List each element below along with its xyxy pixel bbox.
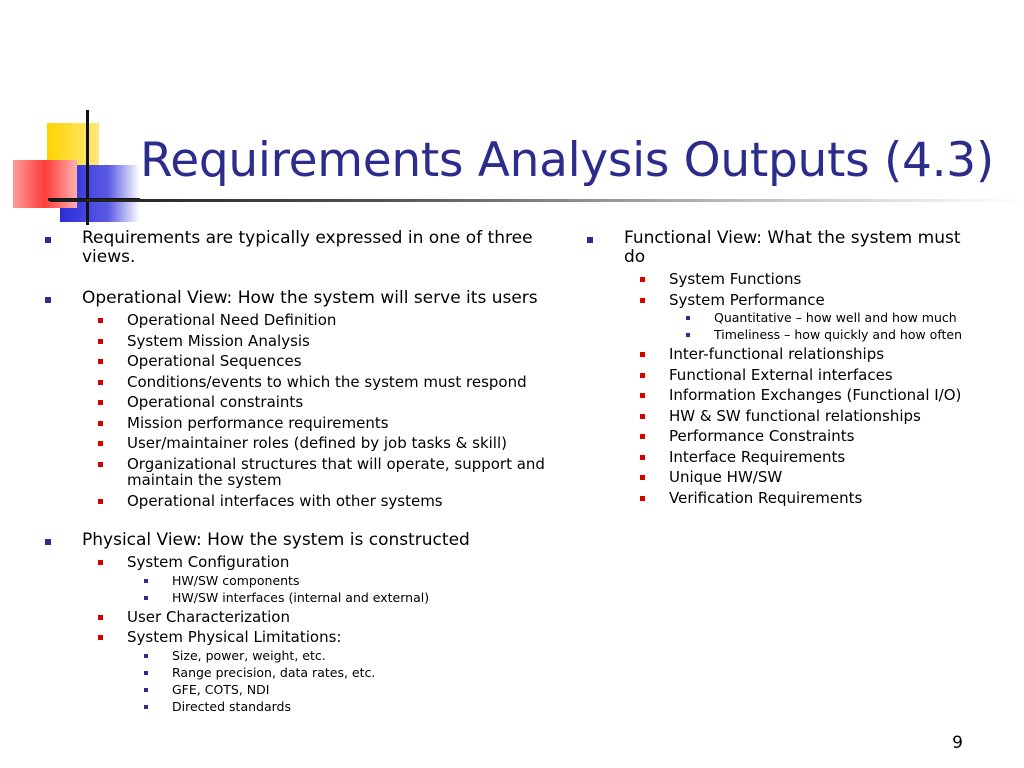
- sub-bullet-text: Interface Requirements: [669, 447, 846, 466]
- sub-bullet: [624, 408, 987, 425]
- sub-bullet-marker: [98, 462, 103, 467]
- sub-bullet-marker: [640, 455, 645, 460]
- sub-bullet-text: Performance Constraints: [669, 427, 855, 445]
- sub-bullet: [624, 387, 987, 404]
- system-performance-sublist: [669, 311, 987, 342]
- sub-bullet-marker: [98, 339, 103, 344]
- sub-sub-bullet-text: Timeliness – how quickly and how often: [714, 327, 963, 342]
- sub-bullet-text: Unique HW/SW: [669, 468, 783, 486]
- sub-bullet-text: User/maintainer roles (defined by job tasks & skill): [127, 434, 507, 452]
- sub-sub-bullet: [127, 574, 555, 588]
- right-column: [587, 229, 987, 506]
- bullet-operational-view: [45, 289, 555, 509]
- sub-bullet: [624, 292, 987, 343]
- sub-bullet-text: System Performance: [669, 290, 825, 309]
- right-bullet-list: [587, 229, 987, 506]
- sub-sub-bullet-text: Directed standards: [172, 698, 291, 714]
- sub-sub-bullet-marker: [144, 688, 148, 692]
- sub-bullet: [82, 353, 555, 370]
- sub-bullet-text: System Functions: [669, 270, 802, 288]
- sub-bullet-text: HW & SW functional relationships: [669, 406, 921, 425]
- sub-bullet-marker: [640, 414, 645, 419]
- sub-bullet: [82, 456, 555, 489]
- sub-bullet: [82, 312, 555, 329]
- sub-bullet-text: System Configuration: [127, 553, 290, 571]
- left-bullet-list: [45, 229, 555, 714]
- sub-bullet: [624, 490, 987, 507]
- sub-bullet: [82, 394, 555, 411]
- bullet-text: Operational View: How the system will serve its users: [82, 288, 538, 308]
- sub-bullet: [624, 346, 987, 363]
- bullet-text: Functional View: What the system must do: [624, 228, 961, 267]
- sub-bullet: [624, 469, 987, 486]
- physical-view-sublist: [82, 554, 555, 714]
- bullet-functional-view: [587, 229, 987, 506]
- bullet-physical-view: [45, 531, 555, 714]
- sub-bullet: [82, 333, 555, 350]
- sub-sub-bullet-marker: [144, 705, 148, 709]
- sub-bullet-marker: [640, 434, 645, 439]
- sub-bullet-marker: [98, 421, 103, 426]
- sub-bullet: [624, 428, 987, 445]
- sub-sub-bullet-text: HW/SW interfaces (internal and external): [172, 589, 430, 605]
- sub-bullet-marker: [98, 441, 103, 446]
- sub-bullet: [624, 367, 987, 384]
- bullet-marker: [587, 237, 593, 243]
- sub-sub-bullet-text: GFE, COTS, NDI: [172, 681, 270, 697]
- sub-sub-bullet-marker: [144, 596, 148, 600]
- sub-bullet-marker: [640, 298, 645, 303]
- sub-bullet: [82, 493, 555, 510]
- sub-bullet-text: Mission performance requirements: [127, 413, 389, 432]
- sub-sub-bullet-text: HW/SW components: [172, 572, 300, 588]
- sub-bullet: [624, 271, 987, 288]
- sub-bullet-marker: [98, 400, 103, 405]
- sub-bullet-text: Verification Requirements: [669, 488, 863, 507]
- sub-bullet-text: Inter-functional relationships: [669, 345, 885, 363]
- sub-sub-bullet-text: Range precision, data rates, etc.: [172, 664, 376, 680]
- slide-logo-graphic: [0, 0, 140, 230]
- sub-sub-bullet: [127, 591, 555, 605]
- sub-bullet-text: System Physical Limitations:: [127, 628, 342, 646]
- sub-bullet: [624, 449, 987, 466]
- sub-bullet-marker: [98, 380, 103, 385]
- sub-bullet-marker: [98, 615, 103, 620]
- bullet-text: Physical View: How the system is constructed: [82, 530, 470, 550]
- functional-view-sublist: [624, 271, 987, 506]
- sub-sub-bullet-marker: [686, 316, 690, 320]
- sub-sub-bullet-text: Size, power, weight, etc.: [172, 647, 326, 663]
- sub-bullet: [82, 435, 555, 452]
- title-divider: [50, 199, 1024, 202]
- sub-bullet: [82, 629, 555, 714]
- bullet-marker: [45, 539, 51, 545]
- sub-bullet-marker: [640, 352, 645, 357]
- sub-bullet-marker: [640, 496, 645, 501]
- sub-bullet-text: System Mission Analysis: [127, 331, 310, 350]
- sub-sub-bullet-marker: [686, 333, 690, 337]
- sub-bullet-text: User Characterization: [127, 607, 290, 626]
- sub-bullet-text: Operational constraints: [127, 393, 304, 411]
- sub-bullet-text: Information Exchanges (Functional I/O): [669, 386, 962, 404]
- sub-sub-bullet: [669, 311, 987, 325]
- sub-bullet-marker: [98, 635, 103, 640]
- sub-bullet-text: Functional External interfaces: [669, 365, 893, 384]
- sub-bullet-text: Operational Need Definition: [127, 311, 337, 329]
- sub-sub-bullet-marker: [144, 579, 148, 583]
- sub-bullet-text: Operational interfaces with other systems: [127, 491, 443, 510]
- sub-bullet-marker: [98, 318, 103, 323]
- left-column: [45, 229, 555, 716]
- sub-bullet: [82, 374, 555, 391]
- physical-limitations-sublist: [127, 649, 555, 714]
- bullet-marker: [45, 237, 51, 243]
- sub-bullet-marker: [98, 359, 103, 364]
- sub-bullet-text: Organizational structures that will operate, support and maintain the system: [127, 454, 545, 489]
- sub-bullet-marker: [98, 560, 103, 565]
- sub-bullet-text: Operational Sequences: [127, 352, 302, 370]
- bullet-views-intro: [45, 229, 555, 267]
- sub-sub-bullet: [669, 328, 987, 342]
- sub-bullet: [82, 609, 555, 626]
- sub-bullet-text: Conditions/events to which the system must respond: [127, 372, 527, 391]
- sub-bullet-marker: [640, 277, 645, 282]
- sub-bullet: [82, 554, 555, 605]
- sub-sub-bullet: [127, 700, 555, 714]
- sub-sub-bullet: [127, 649, 555, 663]
- sub-sub-bullet-text: Quantitative – how well and how much: [714, 310, 957, 325]
- slide-title: Requirements Analysis Outputs (4.3): [140, 133, 994, 188]
- system-configuration-sublist: [127, 574, 555, 605]
- sub-sub-bullet-marker: [144, 654, 148, 658]
- page-number: 9: [952, 733, 963, 753]
- sub-bullet-marker: [640, 373, 645, 378]
- sub-sub-bullet: [127, 666, 555, 680]
- sub-sub-bullet: [127, 683, 555, 697]
- sub-bullet-marker: [640, 393, 645, 398]
- sub-sub-bullet-marker: [144, 671, 148, 675]
- bullet-marker: [45, 297, 51, 303]
- operational-view-sublist: [82, 312, 555, 509]
- sub-bullet-marker: [640, 475, 645, 480]
- sub-bullet: [82, 415, 555, 432]
- sub-bullet-marker: [98, 499, 103, 504]
- bullet-text: Requirements are typically expressed in one of three views.: [82, 228, 533, 267]
